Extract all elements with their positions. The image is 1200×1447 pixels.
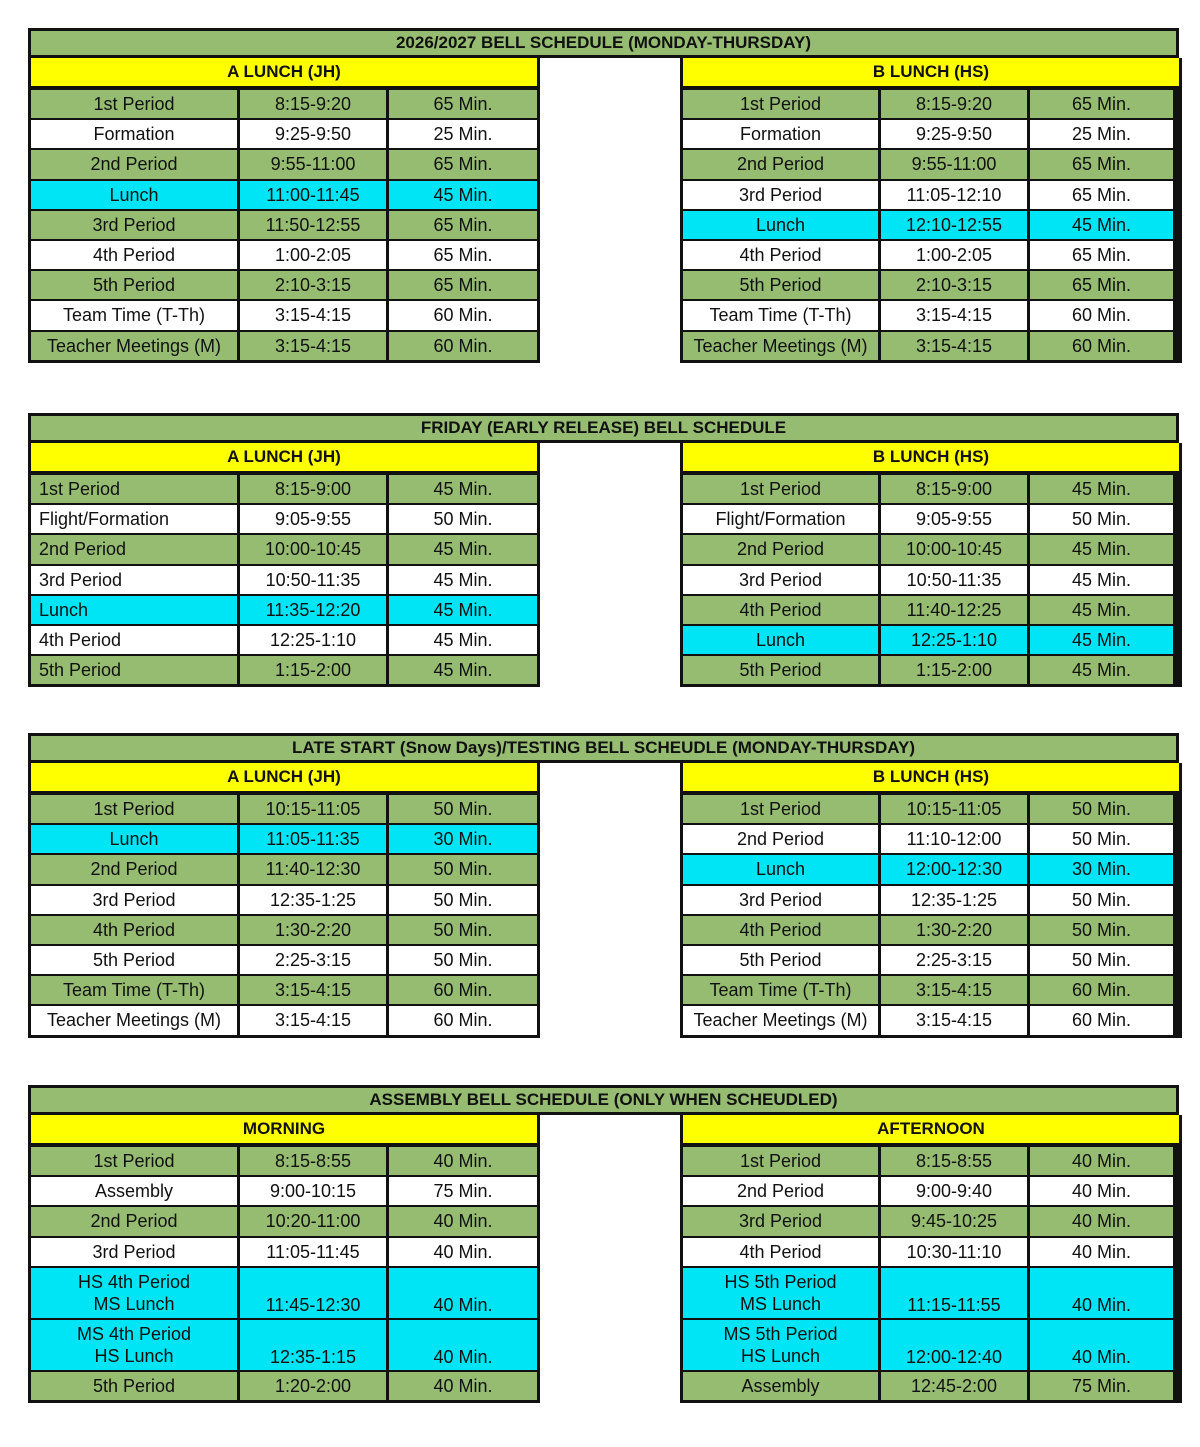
period-time: 11:40-12:25 <box>881 596 1027 624</box>
left-table <box>28 443 540 687</box>
lunch-group-header: MORNING <box>31 1115 537 1145</box>
schedule-section <box>28 733 1179 1031</box>
period-time: 2:25-3:15 <box>881 946 1027 974</box>
lunch-group-header: A LUNCH (JH) <box>31 443 537 473</box>
period-time: 9:55-11:00 <box>881 150 1027 178</box>
schedule-row <box>683 884 1179 914</box>
period-name: Lunch <box>31 596 237 624</box>
period-time: 12:10-12:55 <box>881 211 1027 239</box>
period-duration: 65 Min. <box>1030 271 1173 299</box>
period-duration: 45 Min. <box>389 656 537 684</box>
period-time: 1:00-2:05 <box>240 241 386 269</box>
period-duration: 40 Min. <box>1030 1177 1173 1205</box>
schedule-row <box>31 1145 537 1175</box>
period-time: 11:40-12:30 <box>240 855 386 883</box>
period-name: 2nd Period <box>683 150 878 178</box>
schedule-row <box>31 853 537 883</box>
right-table <box>680 1115 1182 1403</box>
period-duration: 25 Min. <box>1030 120 1173 148</box>
period-time: 10:15-11:05 <box>240 795 386 823</box>
period-name: Formation <box>683 120 878 148</box>
period-duration: 40 Min. <box>389 1147 537 1175</box>
period-duration: 45 Min. <box>389 626 537 654</box>
period-name: Flight/Formation <box>683 505 878 533</box>
period-time: 11:15-11:55 <box>881 1268 1027 1318</box>
period-name: 2nd Period <box>683 535 878 563</box>
period-duration: 60 Min. <box>389 976 537 1004</box>
period-time: 11:05-11:35 <box>240 825 386 853</box>
schedule-row <box>683 1370 1179 1400</box>
left-table <box>28 1115 540 1403</box>
period-duration: 60 Min. <box>389 332 537 360</box>
period-time: 10:00-10:45 <box>881 535 1027 563</box>
period-time: 2:25-3:15 <box>240 946 386 974</box>
period-time: 3:15-4:15 <box>881 1006 1027 1034</box>
period-duration: 45 Min. <box>389 475 537 503</box>
schedule-row <box>683 179 1179 209</box>
period-time: 11:50-12:55 <box>240 211 386 239</box>
schedule-row <box>31 473 537 503</box>
lunch-group-header: A LUNCH (JH) <box>31 763 537 793</box>
period-name: 4th Period <box>31 916 237 944</box>
schedule-row <box>31 974 537 1004</box>
period-name: 1st Period <box>31 1147 237 1175</box>
period-name: MS 4th Period HS Lunch <box>31 1320 237 1370</box>
period-name: 5th Period <box>31 656 237 684</box>
period-time: 1:30-2:20 <box>881 916 1027 944</box>
period-name: 3rd Period <box>31 211 237 239</box>
period-time: 1:00-2:05 <box>881 241 1027 269</box>
section-title: ASSEMBLY BELL SCHEDULE (ONLY WHEN SCHEUDLED) <box>28 1085 1179 1115</box>
lunch-group-header: AFTERNOON <box>683 1115 1179 1145</box>
schedule-row <box>31 533 537 563</box>
period-duration: 40 Min. <box>389 1268 537 1318</box>
period-time: 12:45-2:00 <box>881 1372 1027 1400</box>
period-time: 11:45-12:30 <box>240 1268 386 1318</box>
period-time: 10:20-11:00 <box>240 1207 386 1235</box>
period-name: Lunch <box>31 181 237 209</box>
schedule-row <box>31 1175 537 1205</box>
period-name: 1st Period <box>31 90 237 118</box>
schedule-row <box>683 1004 1179 1034</box>
period-duration: 50 Min. <box>1030 886 1173 914</box>
period-time: 8:15-8:55 <box>240 1147 386 1175</box>
period-name: 2nd Period <box>31 150 237 178</box>
schedule-row <box>683 853 1179 883</box>
right-table <box>680 58 1182 363</box>
period-time: 2:10-3:15 <box>240 271 386 299</box>
schedule-row <box>683 533 1179 563</box>
period-time: 9:05-9:55 <box>881 505 1027 533</box>
period-duration: 45 Min. <box>1030 475 1173 503</box>
period-time: 11:00-11:45 <box>240 181 386 209</box>
period-time: 1:30-2:20 <box>240 916 386 944</box>
schedule-row <box>683 330 1179 360</box>
period-name: Lunch <box>683 626 878 654</box>
period-duration: 50 Min. <box>1030 916 1173 944</box>
period-name: 1st Period <box>31 475 237 503</box>
schedule-row <box>31 944 537 974</box>
period-duration: 45 Min. <box>1030 566 1173 594</box>
schedule-row <box>31 654 537 684</box>
schedule-row <box>31 1004 537 1034</box>
period-time: 9:00-9:40 <box>881 1177 1027 1205</box>
schedule-row <box>31 1370 537 1400</box>
schedule-row <box>31 914 537 944</box>
schedule-row <box>683 1205 1179 1235</box>
period-time: 9:00-10:15 <box>240 1177 386 1205</box>
period-duration: 40 Min. <box>389 1238 537 1266</box>
period-duration: 40 Min. <box>1030 1147 1173 1175</box>
period-duration: 75 Min. <box>1030 1372 1173 1400</box>
period-time: 12:35-1:15 <box>240 1320 386 1370</box>
period-duration: 45 Min. <box>389 566 537 594</box>
lunch-group-header: A LUNCH (JH) <box>31 58 537 88</box>
period-duration: 65 Min. <box>1030 181 1173 209</box>
period-duration: 50 Min. <box>389 855 537 883</box>
period-name: 3rd Period <box>31 886 237 914</box>
period-time: 8:15-9:00 <box>881 475 1027 503</box>
period-time: 9:05-9:55 <box>240 505 386 533</box>
period-time: 9:25-9:50 <box>240 120 386 148</box>
period-time: 3:15-4:15 <box>240 301 386 329</box>
period-duration: 65 Min. <box>389 241 537 269</box>
period-duration: 40 Min. <box>389 1207 537 1235</box>
schedule-row <box>683 624 1179 654</box>
period-name: Assembly <box>31 1177 237 1205</box>
lunch-group-header: B LUNCH (HS) <box>683 763 1179 793</box>
schedule-row <box>31 148 537 178</box>
period-name: 4th Period <box>31 241 237 269</box>
period-duration: 65 Min. <box>1030 241 1173 269</box>
period-time: 8:15-8:55 <box>881 1147 1027 1175</box>
schedule-row <box>31 299 537 329</box>
schedule-row <box>31 118 537 148</box>
period-name: 5th Period <box>31 271 237 299</box>
period-time: 10:50-11:35 <box>240 566 386 594</box>
schedule-row <box>31 503 537 533</box>
period-name: 2nd Period <box>31 855 237 883</box>
period-time: 1:20-2:00 <box>240 1372 386 1400</box>
schedule-row <box>683 239 1179 269</box>
period-time: 8:15-9:20 <box>881 90 1027 118</box>
period-time: 11:05-11:45 <box>240 1238 386 1266</box>
period-time: 11:35-12:20 <box>240 596 386 624</box>
period-time: 12:35-1:25 <box>881 886 1027 914</box>
schedule-row <box>683 503 1179 533</box>
schedule-row <box>31 88 537 118</box>
schedule-row <box>31 330 537 360</box>
period-duration: 60 Min. <box>1030 301 1173 329</box>
period-time: 9:55-11:00 <box>240 150 386 178</box>
period-name: 1st Period <box>31 795 237 823</box>
right-table <box>680 763 1182 1038</box>
period-duration: 45 Min. <box>1030 656 1173 684</box>
period-duration: 25 Min. <box>389 120 537 148</box>
schedule-row <box>683 564 1179 594</box>
period-name: Teacher Meetings (M) <box>683 332 878 360</box>
period-name: Lunch <box>683 211 878 239</box>
period-duration: 60 Min. <box>389 301 537 329</box>
period-time: 1:15-2:00 <box>240 656 386 684</box>
schedule-row <box>31 1266 537 1318</box>
period-duration: 50 Min. <box>389 795 537 823</box>
period-name: 4th Period <box>683 916 878 944</box>
period-name: 4th Period <box>31 626 237 654</box>
period-duration: 40 Min. <box>1030 1320 1173 1370</box>
period-name: 5th Period <box>683 946 878 974</box>
schedule-row <box>683 1236 1179 1266</box>
schedule-row <box>683 654 1179 684</box>
period-duration: 30 Min. <box>389 825 537 853</box>
period-duration: 65 Min. <box>389 150 537 178</box>
schedule-row <box>31 1318 537 1370</box>
period-name: Team Time (T-Th) <box>683 976 878 1004</box>
period-name: 1st Period <box>683 90 878 118</box>
period-duration: 45 Min. <box>1030 626 1173 654</box>
period-duration: 65 Min. <box>389 271 537 299</box>
period-name: 3rd Period <box>31 566 237 594</box>
period-duration: 60 Min. <box>1030 332 1173 360</box>
schedule-row <box>683 1266 1179 1318</box>
period-name: 3rd Period <box>683 1207 878 1235</box>
period-time: 9:45-10:25 <box>881 1207 1027 1235</box>
schedule-section <box>28 1085 1179 1396</box>
period-duration: 45 Min. <box>1030 596 1173 624</box>
schedule-row <box>31 793 537 823</box>
period-time: 12:25-1:10 <box>881 626 1027 654</box>
period-time: 12:25-1:10 <box>240 626 386 654</box>
period-name: 1st Period <box>683 1147 878 1175</box>
schedule-row <box>683 944 1179 974</box>
period-name: 4th Period <box>683 241 878 269</box>
period-duration: 50 Min. <box>389 886 537 914</box>
period-time: 3:15-4:15 <box>240 976 386 1004</box>
section-title: LATE START (Snow Days)/TESTING BELL SCHEUDLE (MONDAY-THURSDAY) <box>28 733 1179 763</box>
period-duration: 40 Min. <box>389 1372 537 1400</box>
schedule-row <box>31 269 537 299</box>
period-name: HS 4th Period MS Lunch <box>31 1268 237 1318</box>
period-name: 2nd Period <box>683 1177 878 1205</box>
period-name: 4th Period <box>683 596 878 624</box>
period-time: 8:15-9:20 <box>240 90 386 118</box>
period-duration: 60 Min. <box>389 1006 537 1034</box>
schedule-row <box>683 473 1179 503</box>
period-duration: 60 Min. <box>1030 1006 1173 1034</box>
schedule-row <box>31 884 537 914</box>
period-duration: 50 Min. <box>389 505 537 533</box>
schedule-row <box>31 239 537 269</box>
period-time: 11:10-12:00 <box>881 825 1027 853</box>
schedule-row <box>31 1205 537 1235</box>
period-time: 10:00-10:45 <box>240 535 386 563</box>
period-name: 1st Period <box>683 795 878 823</box>
period-name: Formation <box>31 120 237 148</box>
period-duration: 45 Min. <box>1030 535 1173 563</box>
period-duration: 40 Min. <box>1030 1238 1173 1266</box>
period-duration: 45 Min. <box>389 596 537 624</box>
period-time: 12:00-12:40 <box>881 1320 1027 1370</box>
period-name: 3rd Period <box>683 886 878 914</box>
period-name: HS 5th Period MS Lunch <box>683 1268 878 1318</box>
period-name: 5th Period <box>683 271 878 299</box>
period-name: 3rd Period <box>683 181 878 209</box>
schedule-row <box>683 1318 1179 1370</box>
period-name: 3rd Period <box>31 1238 237 1266</box>
period-duration: 40 Min. <box>389 1320 537 1370</box>
schedule-row <box>683 269 1179 299</box>
period-name: 1st Period <box>683 475 878 503</box>
period-duration: 65 Min. <box>1030 90 1173 118</box>
period-name: 2nd Period <box>683 825 878 853</box>
period-name: 5th Period <box>31 946 237 974</box>
period-time: 10:50-11:35 <box>881 566 1027 594</box>
period-time: 9:25-9:50 <box>881 120 1027 148</box>
period-time: 3:15-4:15 <box>240 332 386 360</box>
period-name: Lunch <box>683 855 878 883</box>
period-duration: 45 Min. <box>1030 211 1173 239</box>
schedule-row <box>31 564 537 594</box>
period-duration: 65 Min. <box>1030 150 1173 178</box>
period-name: MS 5th Period HS Lunch <box>683 1320 878 1370</box>
lunch-group-header: B LUNCH (HS) <box>683 443 1179 473</box>
period-duration: 40 Min. <box>1030 1207 1173 1235</box>
period-time: 10:30-11:10 <box>881 1238 1027 1266</box>
right-table <box>680 443 1182 687</box>
schedule-row <box>31 1236 537 1266</box>
period-name: Team Time (T-Th) <box>683 301 878 329</box>
period-name: Team Time (T-Th) <box>31 301 237 329</box>
period-name: 4th Period <box>683 1238 878 1266</box>
schedule-row <box>683 793 1179 823</box>
period-time: 3:15-4:15 <box>881 976 1027 1004</box>
schedule-row <box>683 118 1179 148</box>
period-duration: 50 Min. <box>1030 795 1173 823</box>
period-duration: 30 Min. <box>1030 855 1173 883</box>
period-time: 8:15-9:00 <box>240 475 386 503</box>
left-table <box>28 58 540 363</box>
schedule-row <box>683 148 1179 178</box>
schedule-row <box>683 914 1179 944</box>
period-time: 3:15-4:15 <box>881 332 1027 360</box>
schedule-section <box>28 28 1179 356</box>
period-duration: 45 Min. <box>389 181 537 209</box>
period-duration: 75 Min. <box>389 1177 537 1205</box>
period-time: 3:15-4:15 <box>240 1006 386 1034</box>
period-time: 11:05-12:10 <box>881 181 1027 209</box>
schedule-section <box>28 413 1179 681</box>
period-time: 12:00-12:30 <box>881 855 1027 883</box>
period-duration: 40 Min. <box>1030 1268 1173 1318</box>
lunch-group-header: B LUNCH (HS) <box>683 58 1179 88</box>
schedule-row <box>683 1175 1179 1205</box>
period-time: 3:15-4:15 <box>881 301 1027 329</box>
schedule-row <box>31 209 537 239</box>
period-time: 1:15-2:00 <box>881 656 1027 684</box>
schedule-row <box>683 823 1179 853</box>
period-duration: 50 Min. <box>389 916 537 944</box>
period-time: 10:15-11:05 <box>881 795 1027 823</box>
schedule-row <box>683 209 1179 239</box>
period-name: Assembly <box>683 1372 878 1400</box>
period-name: 3rd Period <box>683 566 878 594</box>
period-duration: 45 Min. <box>389 535 537 563</box>
period-name: Teacher Meetings (M) <box>683 1006 878 1034</box>
period-time: 2:10-3:15 <box>881 271 1027 299</box>
schedule-row <box>31 624 537 654</box>
period-name: 5th Period <box>31 1372 237 1400</box>
section-title: FRIDAY (EARLY RELEASE) BELL SCHEDULE <box>28 413 1179 443</box>
period-duration: 65 Min. <box>389 90 537 118</box>
period-duration: 50 Min. <box>1030 505 1173 533</box>
schedule-row <box>31 823 537 853</box>
period-name: Flight/Formation <box>31 505 237 533</box>
period-duration: 60 Min. <box>1030 976 1173 1004</box>
schedule-row <box>683 594 1179 624</box>
period-duration: 65 Min. <box>389 211 537 239</box>
period-name: Teacher Meetings (M) <box>31 332 237 360</box>
period-duration: 50 Min. <box>1030 946 1173 974</box>
period-time: 12:35-1:25 <box>240 886 386 914</box>
period-name: 2nd Period <box>31 535 237 563</box>
schedule-row <box>683 1145 1179 1175</box>
section-title: 2026/2027 BELL SCHEDULE (MONDAY-THURSDAY) <box>28 28 1179 58</box>
schedule-row <box>683 88 1179 118</box>
period-name: Lunch <box>31 825 237 853</box>
schedule-row <box>683 299 1179 329</box>
left-table <box>28 763 540 1038</box>
period-name: 2nd Period <box>31 1207 237 1235</box>
schedule-row <box>683 974 1179 1004</box>
schedule-row <box>31 179 537 209</box>
period-duration: 50 Min. <box>389 946 537 974</box>
period-name: Teacher Meetings (M) <box>31 1006 237 1034</box>
schedule-row <box>31 594 537 624</box>
period-name: 5th Period <box>683 656 878 684</box>
period-duration: 50 Min. <box>1030 825 1173 853</box>
period-name: Team Time (T-Th) <box>31 976 237 1004</box>
